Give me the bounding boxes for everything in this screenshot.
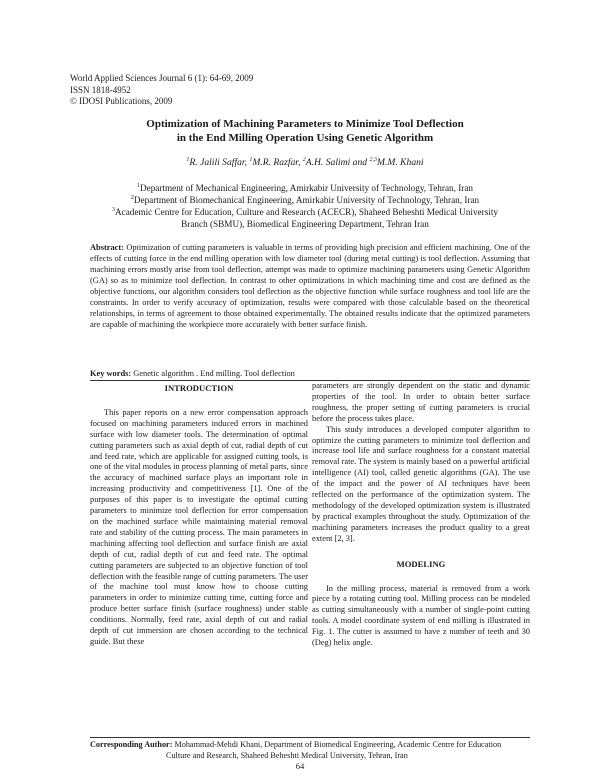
corresponding-line-2: Culture and Research, Shaheed Beheshti Medical University, Tehran, Iran [166,750,408,760]
affiliation-3-text: Academic Centre for Education, Culture and Research (ACECR), Shaheed Beheshti Medical University [115,207,498,217]
keywords-text: Genetic algorithm . End milling. Tool deflection [131,369,295,378]
introduction-paragraph-2: This study introduces a developed computer algorithm to optimize the cutting parameters to minimize tool deflection and increase tool life and surface roughness for a constant material removal rate. The system is mainly based on a powerful artificial intelligence (AI) tool, called genetic algorithms (GA). The use of the impact and the power of AI techniques have been reflected on the performance of the optimization system. The methodology of the developed optimization system is illustrated by practical examples throughout the study. Optimization of the machining parameters increases the product quality to a great extent [2, 3]. [312,424,530,543]
journal-copyright: © IDOSI Publications, 2009 [70,96,173,106]
affiliation-1 [70,182,540,194]
introduction-paragraph: This paper reports on a new error compensation approach focused on machining parameters induced errors in machined surface with low diameter tools. The determination of optimal cutting parameters such as axial depth of cut, radial depth of cut and feed rate, which are applicable for assigned cutting tools, is one of the vital modules in process planning of metal parts, since the accuracy of machined surface plays an important role in increasing productivity and competitiveness [1]. One of the purposes of this paper is to investigate the optimal cutting parameters to minimize tool deflection for error compensation on the machined surface while maintaining material removal rate and stability of the cutting process. The main parameters in machining affecting tool deflection and surface finish are axial depth of cut, radial depth of cut and feed rate. The optimal cutting parameters are subjected to an objective function of tool deflection with the feasible range of cutting parameters. The user of the machine tool must know how to choose cutting parameters in order to minimize cutting time, cutting force and produce better surface finish (surface roughness) under stable conditions. Normally, feed rate, axial depth of cut and radial depth of cut immersion are chosen according to the technical guide. But these [90,407,308,646]
introduction-heading: INTRODUCTION [164,383,234,393]
abstract-label: Abstract: [90,243,124,252]
modeling-paragraph: In the milling process, material is removed from a work piece by a rotating cutting tool. Milling process can be modeled as cutting simultaneously with a number of single-point cutting tools. A model coordinate system of end milling is illustrated in Fig. 1. The cutter is assumed to have z number of teeth and 30 (Deg) helix angle. [312,583,530,648]
right-column [312,381,530,649]
affiliation-3 [70,206,540,218]
author-4: M.M. Khani [376,157,424,168]
affiliation-3-cont [70,218,540,230]
introduction-continuation: parameters are strongly dependent on the static and dynamic properties of the tool. In order to obtain better surface roughness, the proper setting of cutting parameters is crucial before the process takes place. [312,381,530,423]
title-line-1: Optimization of Machining Parameters to Minimize Tool Deflection [146,118,464,130]
corresponding-author [90,740,530,761]
corresponding-line-1: Mohammad-Mehdi Khani, Department of Biomedical Engineering, Academic Centre for Education [172,740,502,749]
journal-header [70,73,253,108]
author-3-affil: 2 [302,156,306,163]
journal-issn: ISSN 1818-4952 [70,84,131,95]
paper-title [90,117,520,145]
modeling-heading: MODELING [396,558,446,569]
page-number: 64 [295,761,305,771]
journal-name: World Applied Sciences Journal 6 (1): 64-69, 2009 [70,73,254,83]
affiliation-2 [70,194,540,206]
title-line-2: in the End Milling Operation Using Genetic Algorithm [176,132,434,144]
keywords [90,369,530,378]
corresponding-label: Corresponding Author: [90,740,173,749]
left-column [90,383,308,648]
author-list [90,157,520,168]
author-1: R. Jalili Saffar, [189,157,250,168]
keywords-label: Key words: [90,369,132,378]
author-4-affil: 2,3 [369,156,377,163]
author-2-affil: 1 [249,156,253,163]
abstract [90,242,530,330]
affiliation-3-cont-text: Branch (SBMU), Biomedical Engineering Department, Tehran Iran [181,219,429,229]
affiliation-2-sup: 2 [130,194,134,201]
affiliation-2-text: Department of Biomechanical Engineering, Amirkabir University of Technology, Tehran, Iran [133,195,480,205]
author-2: M.R. Razfar, [252,157,303,168]
affiliations [70,182,540,230]
author-3: A.H. Salimi and [305,157,370,168]
footer-divider [90,737,530,738]
affiliation-1-sup: 1 [136,182,140,189]
affiliation-3-sup: 3 [112,206,116,213]
author-1-affil: 1 [186,156,190,163]
affiliation-1-text: Department of Mechanical Engineering, Amirkabir University of Technology, Tehran, Iran [139,183,473,193]
abstract-text: Optimization of cutting parameters is valuable in terms of providing high precision and efficient machining. One of the effects of cutting force in the end milling operation with low diameter tool (during metal cutting) is tool deflection. Assuming that machining errors mostly arise from tool deflection, attempt was made to optimize machining parameters using Genetic Algorithm (GA) so as to minimize tool deflection. In contrast to other optimizations in which machining time and cost are defined as the objective functions, our algorithm considers tool deflection as the objective function while surface roughness and tool life are the constraints. In order to verify accuracy of optimization, results were compared with those calculable based on the theoretical relationships, in terms of agreement to those obtained experimentally. The obtained results indicate that the optimized parameters are capable of machining the workpiece more accurately with better surface finish. [90,243,530,329]
